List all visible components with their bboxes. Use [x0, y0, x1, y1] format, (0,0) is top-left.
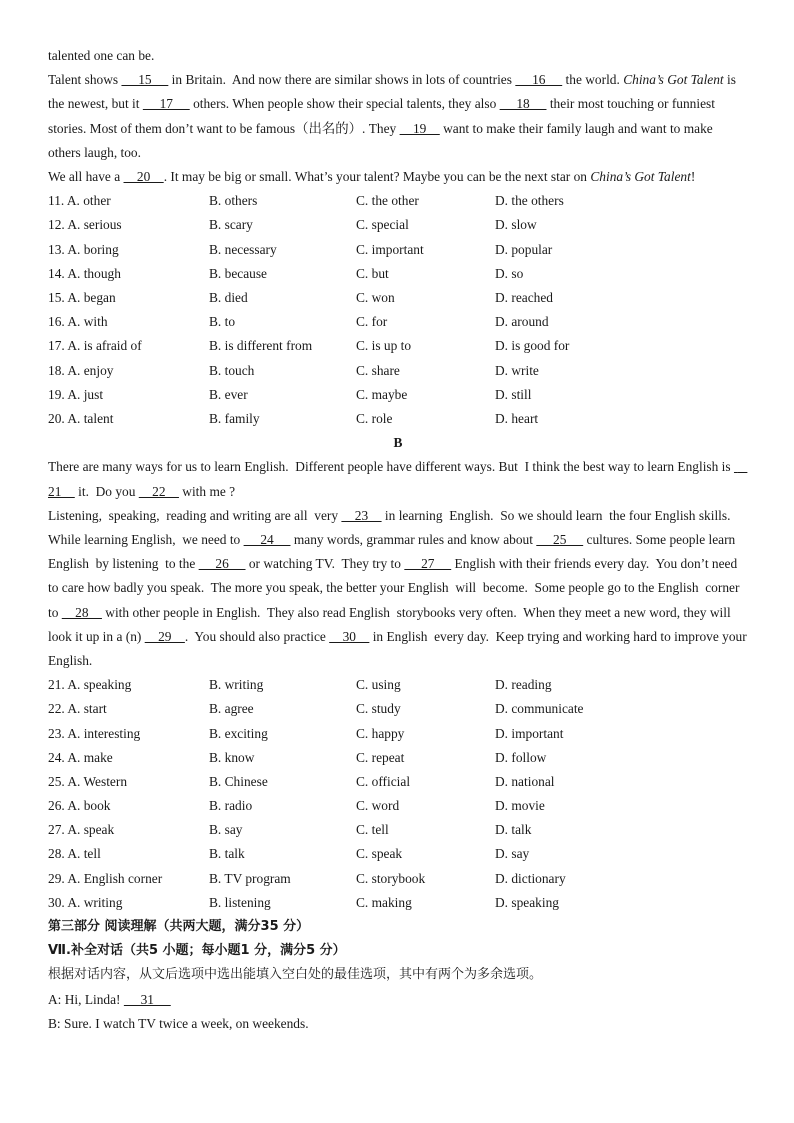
option-b: B. know: [209, 749, 255, 765]
option-b: B. family: [209, 410, 260, 426]
section-b-label: B: [393, 435, 403, 451]
option-b: B. others: [209, 193, 258, 209]
text-run: with other people in English. They also read English storybooks very often. When they meet a new word, they will look it up in a (n): [48, 604, 738, 644]
option-b: B. Chinese: [209, 773, 268, 789]
option-b: B. listening: [209, 894, 271, 910]
option-a: 22. A. start: [48, 701, 107, 717]
answer-blank: 24: [243, 531, 291, 547]
option-c: C. using: [356, 677, 401, 693]
option-row: [48, 383, 748, 407]
answer-blank: 23: [341, 507, 382, 523]
option-row: [48, 673, 748, 697]
answer-blank: 31: [123, 991, 171, 1007]
option-b: B. ever: [209, 386, 248, 402]
option-d: D. talk: [495, 822, 532, 838]
section7-instruction: 根据对话内容，从文后选项中选出能填入空白处的最佳选项，其中有两个为多余选项。: [48, 967, 543, 983]
option-d: D. is good for: [495, 338, 570, 354]
option-row: [48, 794, 748, 818]
text-run: many words, grammar rules and know about: [290, 531, 537, 547]
option-row: [48, 891, 748, 915]
answer-blank: 22: [138, 483, 179, 499]
option-row: [48, 262, 748, 286]
text-run: or watching TV. They try to: [245, 556, 405, 572]
option-c: C. word: [356, 798, 400, 814]
option-a: 20. A. talent: [48, 410, 114, 426]
option-b: B. died: [209, 289, 248, 305]
option-a: 13. A. boring: [48, 241, 119, 257]
option-d: D. national: [495, 773, 555, 789]
option-d: D. reached: [495, 289, 553, 305]
option-a: 19. A. just: [48, 386, 104, 402]
exam-page: [48, 44, 751, 1036]
option-b: B. TV program: [209, 870, 291, 886]
option-c: C. study: [356, 701, 401, 717]
option-a: 16. A. with: [48, 314, 108, 330]
option-row: [48, 867, 748, 891]
option-a: 12. A. serious: [48, 217, 122, 233]
answer-blank: 27: [404, 556, 452, 572]
option-b: B. because: [209, 265, 268, 281]
options-b-list: [48, 673, 748, 915]
italic-title: China’s Got Talent: [623, 72, 724, 88]
option-d: D. still: [495, 386, 532, 402]
answer-blank: 26: [198, 556, 246, 572]
option-d: D. say: [495, 846, 530, 862]
answer-blank: 15: [121, 72, 169, 88]
text-run: in Britain. And now there are similar shows in lots of countries: [168, 72, 516, 88]
answer-blank: 16: [515, 72, 563, 88]
answer-blank: 30: [329, 628, 370, 644]
option-c: C. the other: [356, 193, 419, 209]
passage-a-paragraph-1: [48, 68, 748, 165]
text-run: is the newest, but it: [48, 72, 740, 112]
option-b: B. exciting: [209, 725, 268, 741]
passage-a-paragraph-2: [48, 165, 748, 189]
option-d: D. important: [495, 725, 564, 741]
text-run: others. When people show their special talents, they also: [189, 96, 500, 112]
option-b: B. say: [209, 822, 243, 838]
option-row: [48, 334, 748, 358]
option-d: D. communicate: [495, 701, 584, 717]
option-row: [48, 213, 748, 237]
option-b: B. agree: [209, 701, 254, 717]
option-a: 21. A. speaking: [48, 677, 132, 693]
option-c: C. storybook: [356, 870, 426, 886]
answer-blank: 18: [499, 96, 547, 112]
passage-a-line0: talented one can be.: [48, 48, 155, 63]
option-a: 15. A. began: [48, 289, 116, 305]
text-run: with me ?: [178, 483, 236, 499]
text-run: want to make their family laugh and want to make others laugh, too.: [48, 120, 717, 160]
option-c: C. maybe: [356, 386, 408, 402]
option-d: D. slow: [495, 217, 537, 233]
option-row: [48, 818, 748, 842]
text-run: Talent shows: [48, 72, 122, 88]
option-a: 27. A. speak: [48, 822, 115, 838]
passage-b-paragraph-2: [48, 504, 751, 673]
dialogue-line-a: [48, 988, 748, 1012]
option-row: [48, 189, 748, 213]
option-a: 28. A. tell: [48, 846, 101, 862]
section7-heading: Ⅶ.补全对话（共5 小题；每小题1 分，满分5 分）: [48, 943, 346, 959]
answer-blank: 29: [144, 628, 185, 644]
option-row: [48, 770, 748, 794]
text-run: their most touching or funniest stories. Most of them don’t want to be famous（出名的）. They: [48, 96, 719, 136]
option-a: 26. A. book: [48, 798, 111, 814]
option-d: D. so: [495, 265, 524, 281]
option-d: D. heart: [495, 410, 539, 426]
option-b: B. necessary: [209, 241, 277, 257]
option-row: [48, 286, 748, 310]
text-run: A: Hi, Linda!: [48, 991, 124, 1007]
option-c: C. but: [356, 265, 389, 281]
option-a: 23. A. interesting: [48, 725, 141, 741]
option-b: B. touch: [209, 362, 255, 378]
option-a: 24. A. make: [48, 749, 113, 765]
text-run: English with their friends every day. You don’t need to care how badly you speak. The more you speak, the better your English will become. Some people go to the English corner to: [48, 556, 743, 620]
option-c: C. repeat: [356, 749, 405, 765]
option-c: C. making: [356, 894, 412, 910]
option-a: 29. A. English corner: [48, 870, 163, 886]
option-c: C. tell: [356, 822, 389, 838]
option-row: [48, 359, 748, 383]
text-run: in English every day. Keep trying and working hard to improve your English.: [48, 628, 751, 668]
option-a: 25. A. Western: [48, 773, 128, 789]
option-c: C. happy: [356, 725, 405, 741]
italic-title: China’s Got Talent: [590, 169, 691, 185]
answer-blank: 20: [123, 169, 164, 185]
text-run: in learning English. So we should learn the four English skills. While learning English, we need to: [48, 507, 737, 547]
option-c: C. for: [356, 314, 388, 330]
dialogue-line-b: B: Sure. I watch TV twice a week, on weekends.: [48, 1015, 309, 1031]
option-d: D. around: [495, 314, 549, 330]
option-d: D. popular: [495, 241, 553, 257]
option-d: D. speaking: [495, 894, 559, 910]
option-row: [48, 238, 748, 262]
option-a: 11. A. other: [48, 193, 111, 209]
option-d: D. follow: [495, 749, 547, 765]
option-d: D. movie: [495, 798, 545, 814]
text-run: There are many ways for us to learn English. Different people have different ways. But I think the best way to learn English is: [48, 459, 734, 475]
answer-blank: 28: [61, 604, 102, 620]
text-run: We all have a: [48, 169, 124, 185]
option-a: 18. A. enjoy: [48, 362, 114, 378]
option-c: C. is up to: [356, 338, 412, 354]
option-row: [48, 746, 748, 770]
text-run: . You should also practice: [184, 628, 330, 644]
option-row: [48, 842, 748, 866]
option-d: D. dictionary: [495, 870, 566, 886]
answer-blank: 19: [399, 120, 440, 136]
option-row: [48, 722, 748, 746]
option-b: B. scary: [209, 217, 253, 233]
option-c: C. won: [356, 289, 395, 305]
option-c: C. share: [356, 362, 400, 378]
option-row: [48, 697, 748, 721]
option-b: B. writing: [209, 677, 264, 693]
answer-blank: 21: [48, 459, 748, 499]
text-run: the world.: [562, 72, 624, 88]
option-c: C. speak: [356, 846, 403, 862]
option-a: 30. A. writing: [48, 894, 123, 910]
option-b: B. to: [209, 314, 236, 330]
option-d: D. the others: [495, 193, 564, 209]
option-a: 17. A. is afraid of: [48, 338, 142, 354]
text-run: cultures. Some people learn English by listening to the: [48, 531, 739, 572]
passage-b-paragraph-1: [48, 455, 748, 503]
option-d: D. write: [495, 362, 539, 378]
text-run: Listening, speaking, reading and writing are all very: [48, 507, 342, 523]
option-c: C. special: [356, 217, 409, 233]
option-d: D. reading: [495, 677, 552, 693]
option-c: C. role: [356, 410, 393, 426]
option-c: C. official: [356, 773, 411, 789]
text-run: . It may be big or small. What’s your talent? Maybe you can be the next star on: [163, 169, 591, 185]
option-b: B. radio: [209, 798, 253, 814]
options-a-list: [48, 189, 748, 431]
option-row: [48, 407, 748, 431]
option-b: B. is different from: [209, 338, 313, 354]
option-a: 14. A. though: [48, 265, 121, 281]
option-row: [48, 310, 748, 334]
answer-blank: 17: [142, 96, 190, 112]
answer-blank: 25: [536, 531, 584, 547]
text-run: !: [690, 169, 696, 185]
part3-heading: 第三部分 阅读理解（共两大题，满分35 分）: [48, 919, 310, 934]
text-run: it. Do you: [74, 483, 139, 499]
option-b: B. talk: [209, 846, 245, 862]
option-c: C. important: [356, 241, 424, 257]
